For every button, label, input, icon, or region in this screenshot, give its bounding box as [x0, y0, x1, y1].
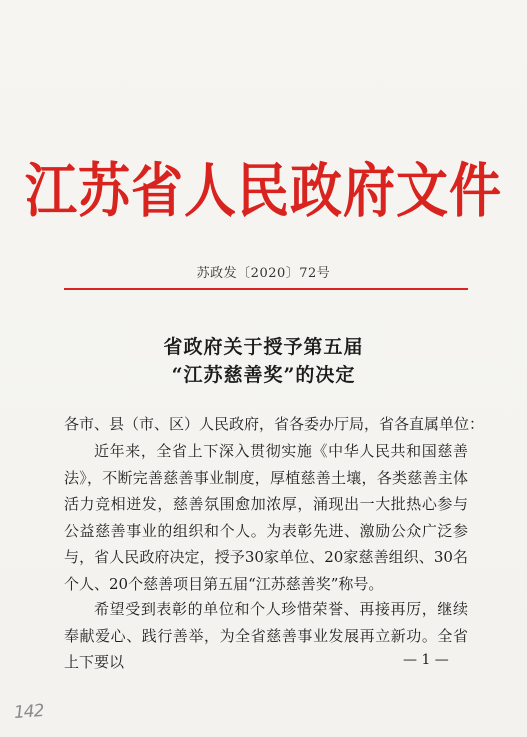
document-title-line-1: 省政府关于授予第五届 — [163, 336, 364, 358]
red-divider-line — [64, 288, 468, 290]
handwritten-mark: 142 — [13, 700, 45, 724]
page-number: — 1 — — [403, 652, 449, 668]
masthead-title: 江苏省人民政府文件 — [24, 157, 502, 226]
salutation: 各市、县（市、区）人民政府，省各委办厅局，省各直属单位： — [64, 415, 485, 433]
body-paragraph-2: 希望受到表彰的单位和个人珍惜荣誉、再接再厉，继续奉献爱心、践行善举，为全省慈善事业发展再立新功。全省上下要以 — [64, 600, 468, 671]
document-number: 苏政发〔2020〕72号 — [196, 266, 331, 281]
document-title-line-2: “江苏慈善奖”的决定 — [171, 364, 356, 386]
body-paragraph-1: 近年来，全省上下深入贯彻实施《中华人民共和国慈善法》，不断完善慈善事业制度，厚植慈善土壤，各类慈善主体活力竞相迸发，慈善氛围愈加浓厚，涌现出一大批热心参与公益慈善事业的组织和个人。为表彰先进、激励公众广泛参与，省人民政府决定，授予30家单位、20家慈善组织、30名个人、20个慈善项目第五届“江苏慈善奖”称号。 — [64, 442, 468, 593]
